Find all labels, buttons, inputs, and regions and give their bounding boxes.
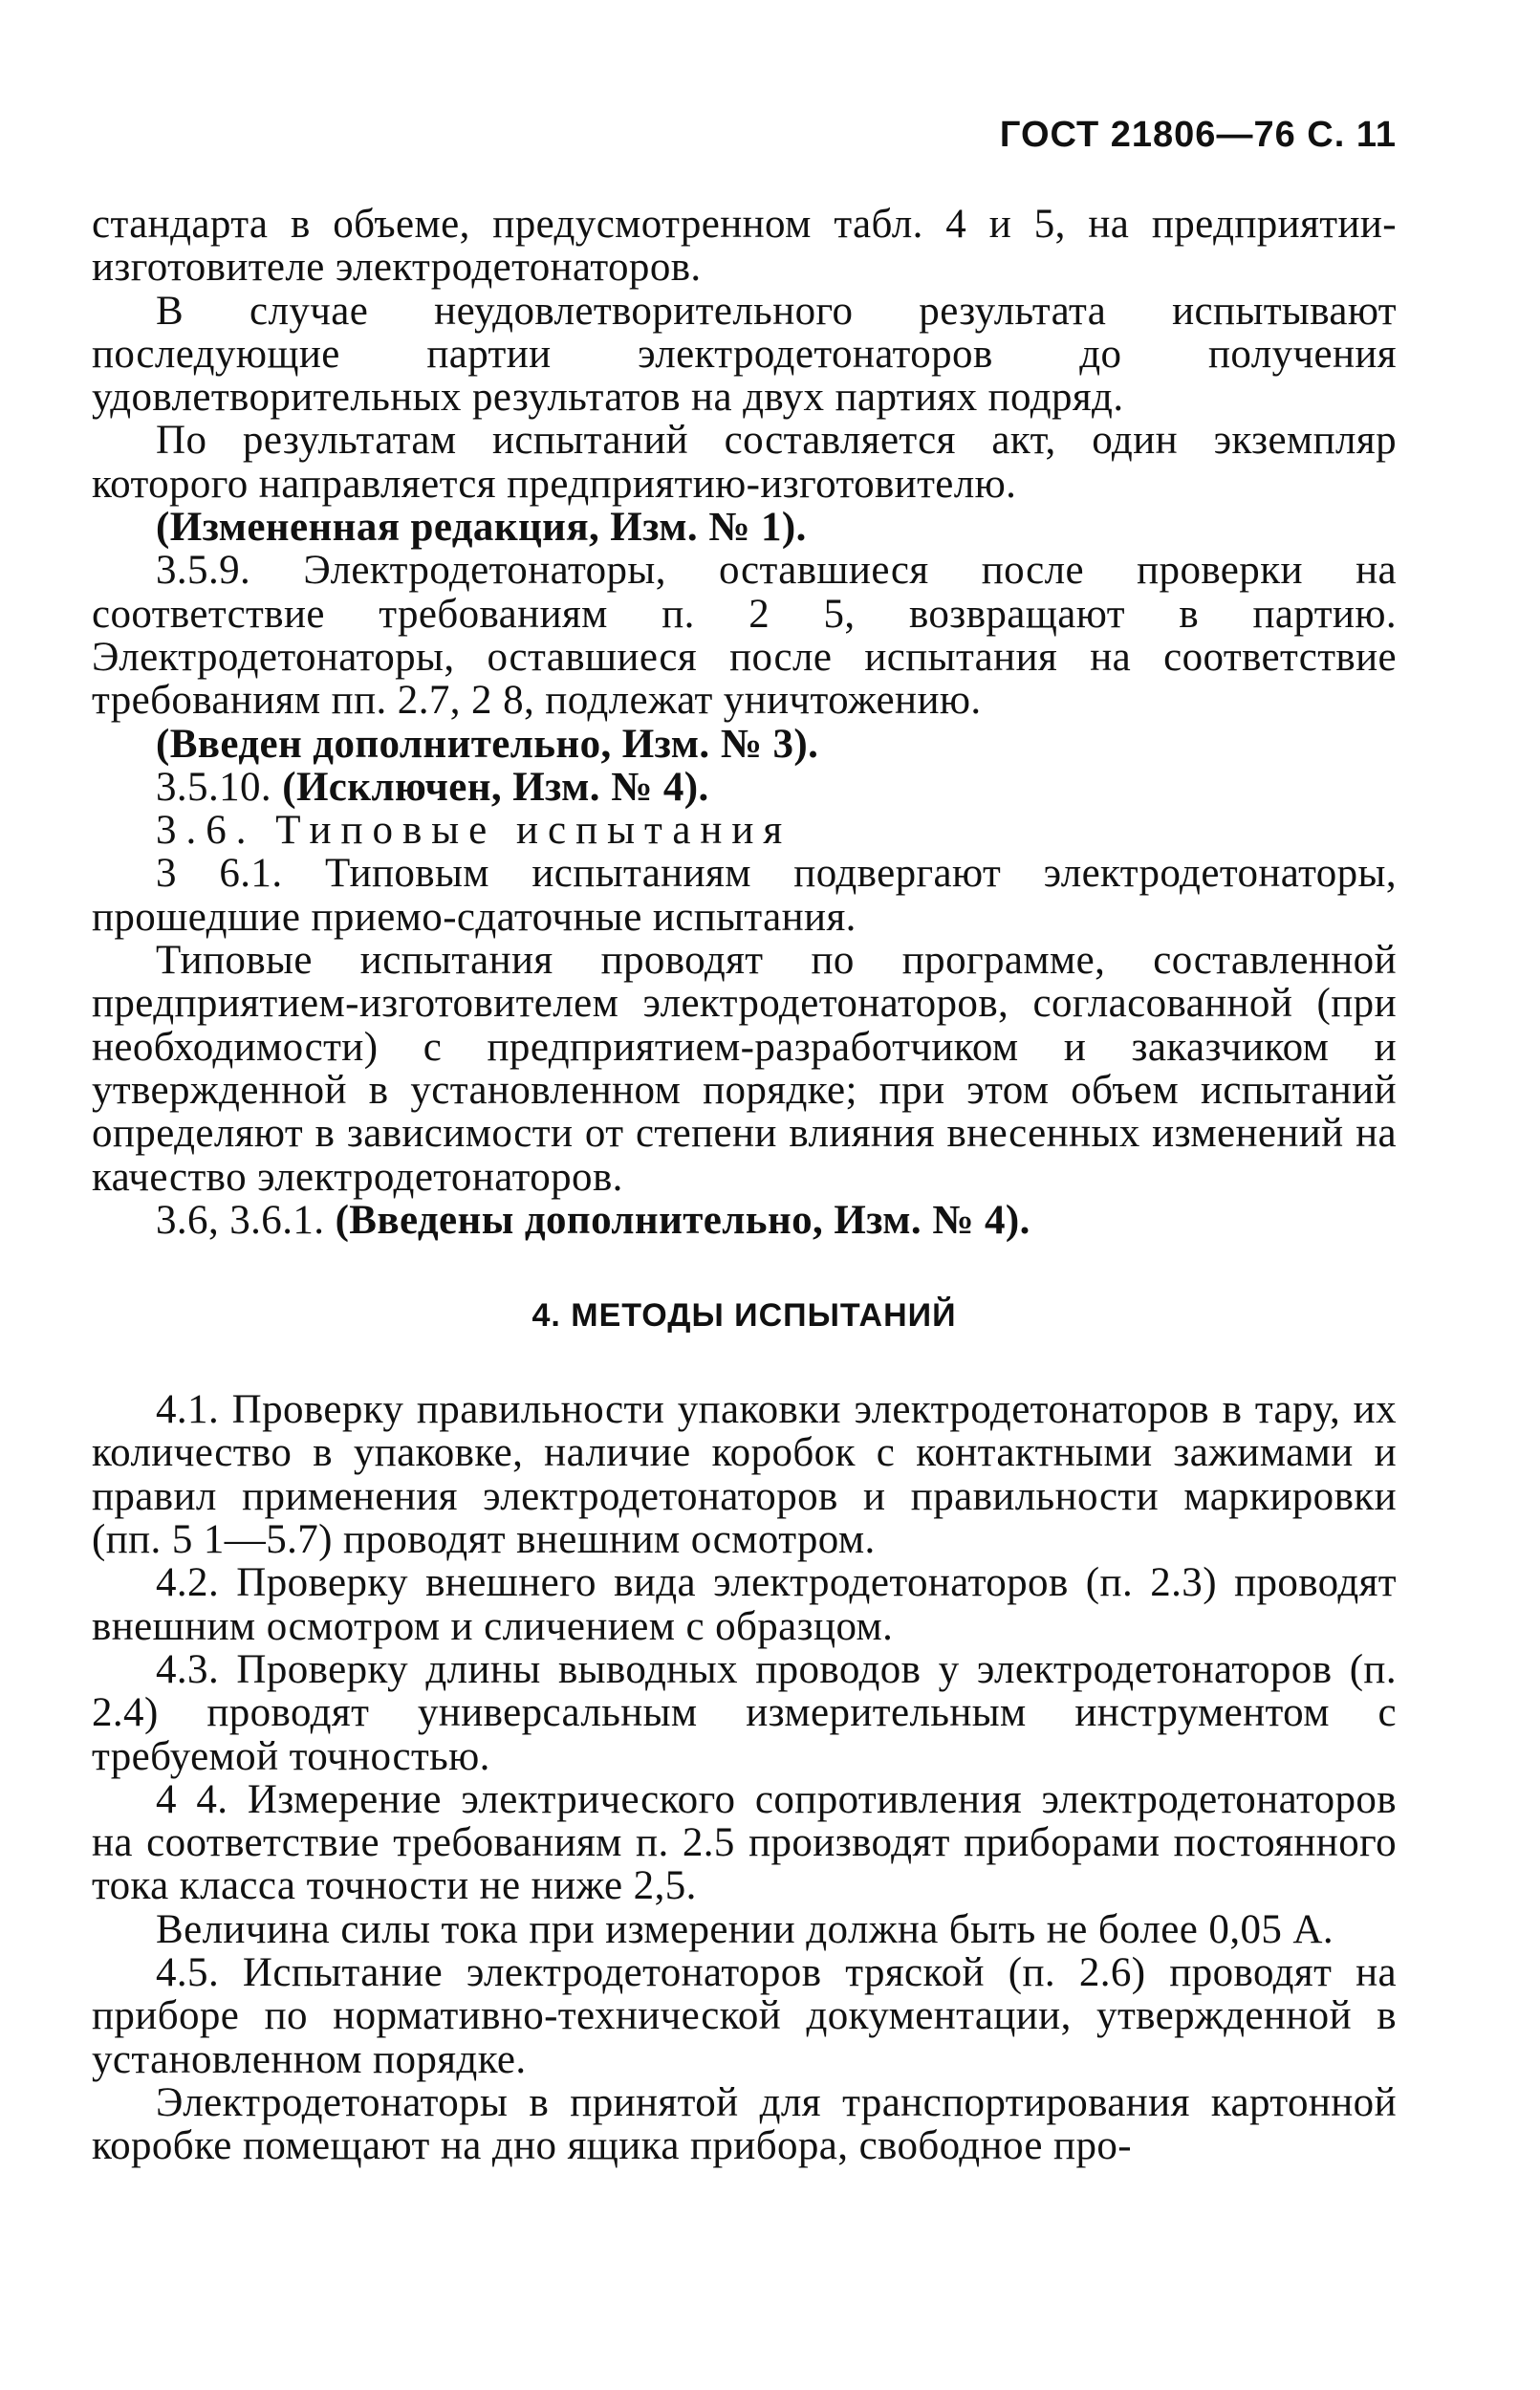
spacer	[92, 1335, 1397, 1388]
paragraph: 3.5.9. Электродетонаторы, оставшиеся после проверки на соответствие требованиям п. 2 5, возвращают в партию. Электродетонаторы, оставшиеся после испытания на соответствие требованиям пп. 2.7, 2 8, подлежат уничтожению.	[92, 548, 1397, 724]
section-heading: 4. МЕТОДЫ ИСПЫТАНИЙ	[531, 1297, 957, 1335]
running-header: ГОСТ 21806—76 С. 11	[999, 115, 1397, 155]
paragraph: В случае неудовлетворительного результата испытывают последующие партии электродетонаторов до получения удовлетворительных результатов на двух партиях подряд.	[92, 288, 1397, 421]
paragraph: стандарта в объеме, предусмотренном табл. 4 и 5, на предприятии-изготовителе электродетонаторов.	[92, 202, 1397, 291]
clause-amendment	[92, 1199, 1397, 1242]
paragraph: Величина силы тока при измерении должна быть не более 0,05 А.	[156, 1906, 1334, 1952]
amendment-note: (Исключен, Изм. № 4).	[282, 764, 709, 810]
paragraph: 4.5. Испытание электродетонаторов тряской (п. 2.6) проводят на приборе по нормативно-технической документации, утвержденной в установленном порядке.	[92, 1949, 1397, 2082]
paragraph: Типовые испытания проводят по программе, составленной предприятием-изготовителем электродетонаторов, согласованной (при необходимости) с предприятием-разработчиком и заказчиком и утвержденной в установленном порядке; при этом объем испытаний определяют в зависимости от степени влияния внесенных изменений на качество электродетонаторов.	[92, 938, 1397, 1200]
amendment-note: (Введен дополнительно, Изм. № 3).	[156, 721, 819, 767]
amendment-note: (Введены дополнительно, Изм. № 4).	[335, 1197, 1030, 1243]
amendment-note: (Измененная редакция, Изм. № 1).	[156, 505, 807, 551]
subsection-title: 3.6. Типовые испытания	[156, 808, 792, 854]
paragraph: 4 4. Измерение электрического сопротивления электродетонаторов на соответствие требованиям п. 2.5 производят приборами постоянного тока класса точности не ниже 2,5.	[92, 1776, 1397, 1909]
clause-excluded	[92, 766, 1397, 809]
clause-number: 3.6, 3.6.1.	[156, 1197, 325, 1243]
clause-number: 3.5.10.	[156, 764, 272, 810]
paragraph: 3 6.1. Типовым испытаниям подвергают электродетонаторы, прошедшие приемо-сдаточные испытания.	[92, 851, 1397, 940]
paragraph: 4.2. Проверку внешнего вида электродетонаторов (п. 2.3) проводят внешним осмотром и сличением с образцом.	[92, 1560, 1397, 1649]
paragraph: 4.3. Проверку длины выводных проводов у электродетонаторов (п. 2.4) проводят универсальным измерительным инструментом с требуемой точностью.	[92, 1646, 1397, 1779]
document-body	[92, 203, 1397, 2167]
spacer	[92, 1242, 1397, 1297]
paragraph: Электродетонаторы в принятой для транспортирования картонной коробке помещают на дно ящика прибора, свободное про-	[92, 2079, 1397, 2169]
paragraph: 4.1. Проверку правильности упаковки электродетонаторов в тару, их количество в упаковке, наличие коробок с контактными зажимами и правил применения электродетонаторов и правильности маркировки (пп. 5 1—5.7) проводят внешним осмотром.	[92, 1387, 1397, 1563]
paragraph: По результатам испытаний составляется акт, один экземпляр которого направляется предприятию-изготовителю.	[92, 418, 1397, 507]
